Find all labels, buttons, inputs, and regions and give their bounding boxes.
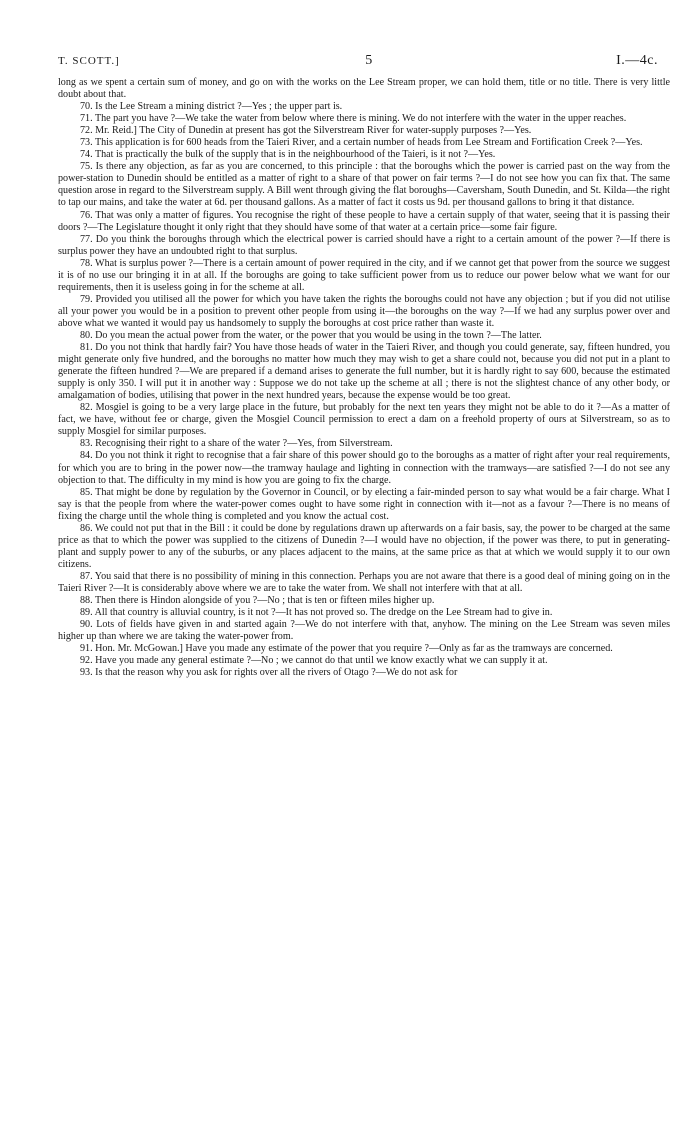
question-82: 82. Mosgiel is going to be a very large place in the future, but probably for the next ten years they might not be able to do it ?—As a matter of fact, we have, without fee or charge, given the Mosgiel Council permission to erect a dam on a freehold property of ours at Silverstream, so as to supply Mosgiel for similar purposes.	[58, 402, 670, 438]
paragraph-continuation: long as we spent a certain sum of money, and go on with the works on the Lee Stream proper, we can hold them, title or no title. There is very little doubt about that.	[58, 77, 670, 101]
question-85: 85. That might be done by regulation by the Governor in Council, or by electing a fair-minded person to say what would be a fair charge. What I say is that the people from where the water-power comes ought to have some right in connection with it—not as a favour ?—There is no means of fixing the charge until the whole thing is completed and you know the actual cost.	[58, 486, 670, 522]
question-70: 70. Is the Lee Stream a mining district ?—Yes ; the upper part is.	[80, 101, 343, 113]
question-81: 81. Do you not think that hardly fair? You have those heads of water in the Taieri River, and though you could generate, say, fifteen hundred, you might generate only five hundred, and the boroughs no matter how much they may wish to get a share could not, because you did not put in a plant to generate the fifteen hundred ?—We are prepared if a demand arises to generate the full number, but it is hardly right to say 600, because the estimated supply is only 350. I will put it in another way : Suppose we do not take up the scheme at all ; there is not the slightest chance of any other body, or amalgamation of bodies, utilising that power in the next hundred years, because the expense would be too great.	[58, 342, 670, 402]
question-86: 86. We could not put that in the Bill : it could be done by regulations drawn up afterwards on a fair basis, say, the power to be charged at the same price as that to which the power was supplied to the citizens of Dunedin ?—I would have no objection, if the power was there, to put in generating-plant and supply power to any of the suburbs, or any places adjacent to the mains, at the same price as that at which we would supply it to our own citizens.	[58, 522, 670, 570]
question-83: 83. Recognising their right to a share of the water ?—Yes, from Silverstream.	[80, 438, 393, 450]
question-76: 76. That was only a matter of figures. You recognise the right of these people to have a certain supply of that water, seeing that it is passing their doors ?—The Legislature thought it only right that they should have some of that water at a certain price—some fair figure.	[58, 209, 670, 233]
question-78: 78. What is surplus power ?—There is a certain amount of power required in the city, and if we cannot get that power from the source we suggest it is of no use our bringing it in at all. If the boroughs are going to take sufficient power from us to reduce our power below what we want for our requirements, then it is useless going in for the scheme at all.	[58, 257, 670, 293]
question-80: 80. Do you mean the actual power from the water, or the power that you would be using in the town ?—The latter.	[80, 329, 542, 341]
page-number: 5	[365, 53, 373, 68]
question-73: 73. This application is for 600 heads from the Taieri River, and a certain number of heads from Lee Stream and Fortification Creek ?—Yes.	[80, 137, 643, 149]
question-77: 77. Do you think the boroughs through which the electrical power is carried should have a right to a certain amount of the power ?—If there is surplus power they have an undoubted right to that surplus.	[58, 233, 670, 257]
question-93: 93. Is that the reason why you ask for rights over all the rivers of Otago ?—We do not ask for	[80, 667, 458, 679]
question-92: 92. Have you made any general estimate ?—No ; we cannot do that until we know exactly what we can supply it at.	[80, 655, 548, 667]
question-71: 71. The part you have ?—We take the water from below where there is mining. We do not interfere with the water in the upper reaches.	[80, 113, 627, 125]
header-witness-name: T. SCOTT.]	[58, 55, 120, 67]
question-84: 84. Do you not think it right to recognise that a fair share of this power should go to the boroughs as a matter of right after your real requirements, for which you are to bring in the power now—the tramway haulage and lighting in connection with the tramways—are satisfied ?—I do not see any objection to that. The difficulty in my mind is how you are going to fix the charge.	[58, 450, 670, 486]
question-79: 79. Provided you utilised all the power for which you have taken the rights the boroughs could not have any objection ; but if you did not utilise all your power you would be in a position to prevent other people from using it—the boroughs on the way ?—If we had any surplus power over and above what we wanted it would pay us handsomely to supply the boroughs at cost price rather than waste it.	[58, 293, 670, 329]
question-90: 90. Lots of fields have given in and started again ?—We do not interfere with that, anyhow. The mining on the Lee Stream was seven miles higher up than where we are taking the water-power from.	[58, 619, 670, 643]
question-72: 72. Mr. Reid.] The City of Dunedin at present has got the Silverstream River for water-supply purposes ?—Yes.	[80, 125, 532, 137]
page-header	[58, 55, 680, 77]
question-89: 89. All that country is alluvial country, is it not ?—It has not proved so. The dredge on the Lee Stream had to give in.	[80, 607, 553, 619]
document-reference: I.—4c.	[616, 53, 658, 68]
question-91: 91. Hon. Mr. McGowan.] Have you made any estimate of the power that you require ?—Only as far as the tramways are concerned.	[80, 643, 613, 655]
question-88: 88. Then there is Hindon alongside of you ?—No ; that is ten or fifteen miles higher up.	[80, 595, 435, 607]
question-87: 87. You said that there is no possibility of mining in this connection. Perhaps you are not aware that there is a good deal of mining going on in the Taieri River ?—It is considerably above where we are to take the water from. We shall not interfere with that at all.	[58, 570, 670, 594]
testimony-body	[58, 77, 670, 679]
question-74: 74. That is practically the bulk of the supply that is in the neighbourhood of the Taieri, is it not ?—Yes.	[80, 149, 496, 161]
question-75: 75. Is there any objection, as far as you are concerned, to this principle : that the boroughs which the power is carried past on the way from the power-station to Dunedin should be entitled as a matter of right to a share of that power on fair terms ?—I do not see how you can fix that. The same question arose in regard to the Silverstream supply. A Bill went through giving the flat boroughs—Caversham, South Dunedin, and St. Kilda—the right to tap our mains, and take the water at 6d. per thousand gallons. As a matter of fact it costs us 9d. per thousand gallons to bring it that distance.	[58, 161, 670, 209]
